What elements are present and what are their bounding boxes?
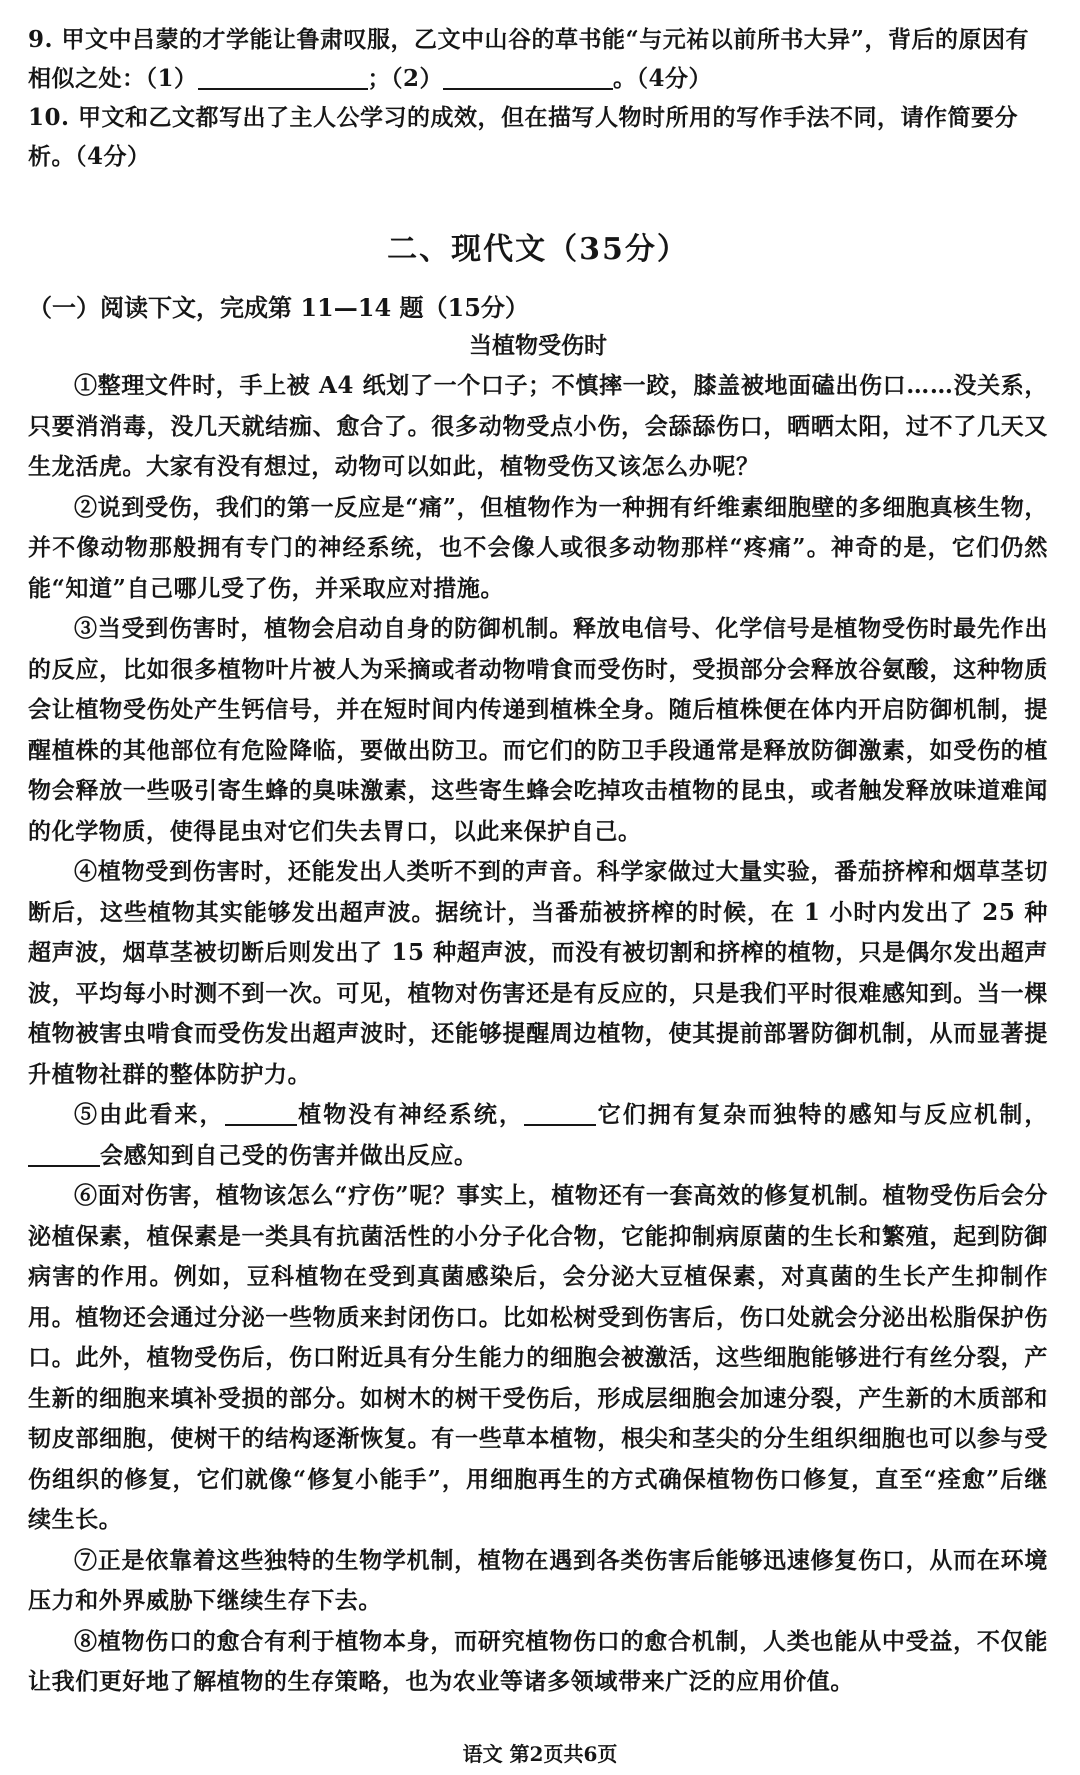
question-9 [28, 20, 1048, 98]
paragraph-7: ⑦正是依靠着这些独特的生物学机制，植物在遇到各类伤害后能够迅速修复伤口，从而在环境压力和外界威胁下继续生存下去。 [28, 1546, 1048, 1614]
section-title: 二、现代文（35分） [387, 232, 689, 267]
paragraph-5-part-c: 它们拥有复杂而独特的感知与反应机制， [596, 1101, 1048, 1128]
conjunction-blank-1[interactable] [225, 1098, 297, 1126]
paragraph-5-part-a: ⑤由此看来， [74, 1101, 225, 1128]
page-footer: 语文 第2页共6页 [462, 1742, 618, 1766]
question-9-separator: ；（2） [367, 65, 444, 92]
paragraph-2: ②说到受伤，我们的第一反应是“痛”，但植物作为一种拥有纤维素细胞壁的多细胞真核生物，并不像动物那般拥有专门的神经系统，也不会像人或很多动物那样“疼痛”。神奇的是，它们仍然能“知道”自己哪儿受了伤，并采取应对措施。 [28, 493, 1048, 602]
paragraph-5 [28, 1095, 1048, 1176]
question-9-score: 。（4分） [613, 65, 713, 92]
paragraph-5-part-b: 植物没有神经系统， [296, 1101, 525, 1128]
exam-page [28, 20, 1048, 1703]
question-9-text: 9. 甲文中吕蒙的才学能让鲁肃叹服，乙文中山谷的草书能“与元祐以前所书大异”，背后的原因有相似之处：（1） [28, 26, 1029, 92]
answer-blank-1[interactable] [198, 62, 368, 90]
conjunction-blank-2[interactable] [524, 1098, 596, 1126]
article-title: 当植物受伤时 [469, 332, 607, 359]
reading-instruction: （一）阅读下文，完成第 11—14 题（15分） [28, 293, 529, 322]
paragraph-1: ①整理文件时，手上被 A4 纸划了一个口子；不慎摔一跤，膝盖被地面磕出伤口……没关系，只要消消毒，没几天就结痂、愈合了。很多动物受点小伤，会舔舔伤口，晒晒太阳，过不了几天又生龙活虎。大家有没有想过，动物可以如此，植物受伤又该怎么办呢？ [28, 372, 1048, 480]
paragraph-3: ③当受到伤害时，植物会启动自身的防御机制。释放电信号、化学信号是植物受伤时最先作出的反应，比如很多植物叶片被人为采摘或者动物啃食而受伤时，受损部分会释放谷氨酸，这种物质会让植物受伤处产生钙信号，并在短时间内传递到植株全身。随后植株便在体内开启防御机制，提醒植株的其他部位有危险降临，要做出防卫。而它们的防卫手段通常是释放防御激素，如受伤的植物会释放一些吸引寄生蜂的臭味激素，这些寄生蜂会吃掉攻击植物的昆虫，或者触发释放味道难闻的化学物质，使得昆虫对它们失去胃口，以此来保护自己。 [28, 615, 1048, 845]
paragraph-5-part-d: 会感知到自己受的伤害并做出反应。 [100, 1141, 478, 1169]
paragraph-4: ④植物受到伤害时，还能发出人类听不到的声音。科学家做过大量实验，番茄挤榨和烟草茎切断后，这些植物其实能够发出超声波。据统计，当番茄被挤榨的时候，在 1 小时内发出了 25 种超声波，烟草茎被切断后则发出了 15 种超声波，而没有被切割和挤榨的植物，只是偶尔发出超声波，平均每小时测不到一次。可见，植物对伤害还是有反应的，只是我们平时很难感知到。当一棵植物被害虫啃食而受伤发出超声波时，还能够提醒周边植物，使其提前部署防御机制，从而显著提升植物社群的整体防护力。 [28, 858, 1048, 1088]
answer-blank-2[interactable] [443, 62, 613, 90]
conjunction-blank-3[interactable] [28, 1139, 100, 1167]
paragraph-8: ⑧植物伤口的愈合有利于植物本身，而研究植物伤口的愈合机制，人类也能从中受益，不仅能让我们更好地了解植物的生存策略，也为农业等诸多领域带来广泛的应用价值。 [28, 1627, 1048, 1695]
paragraph-6: ⑥面对伤害，植物该怎么“疗伤”呢？事实上，植物还有一套高效的修复机制。植物受伤后会分泌植保素，植保素是一类具有抗菌活性的小分子化合物，它能抑制病原菌的生长和繁殖，起到防御病害的作用。例如，豆科植物在受到真菌感染后，会分泌大豆植保素，对真菌的生长产生抑制作用。植物还会通过分泌一些物质来封闭伤口。比如松树受到伤害后，伤口处就会分泌出松脂保护伤口。此外，植物受伤后，伤口附近具有分生能力的细胞会被激活，这些细胞能够进行有丝分裂，产生新的细胞来填补受损的部分。如树木的树干受伤后，形成层细胞会加速分裂，产生新的木质部和韧皮部细胞，使树干的结构逐渐恢复。有一些草本植物，根尖和茎尖的分生组织细胞也可以参与受伤组织的修复，它们就像“修复小能手”，用细胞再生的方式确保植物伤口修复，直至“痊愈”后继续生长。 [28, 1182, 1048, 1533]
question-10: 10. 甲文和乙文都写出了主人公学习的成效，但在描写人物时所用的写作手法不同，请作简要分析。（4分） [28, 104, 1019, 170]
